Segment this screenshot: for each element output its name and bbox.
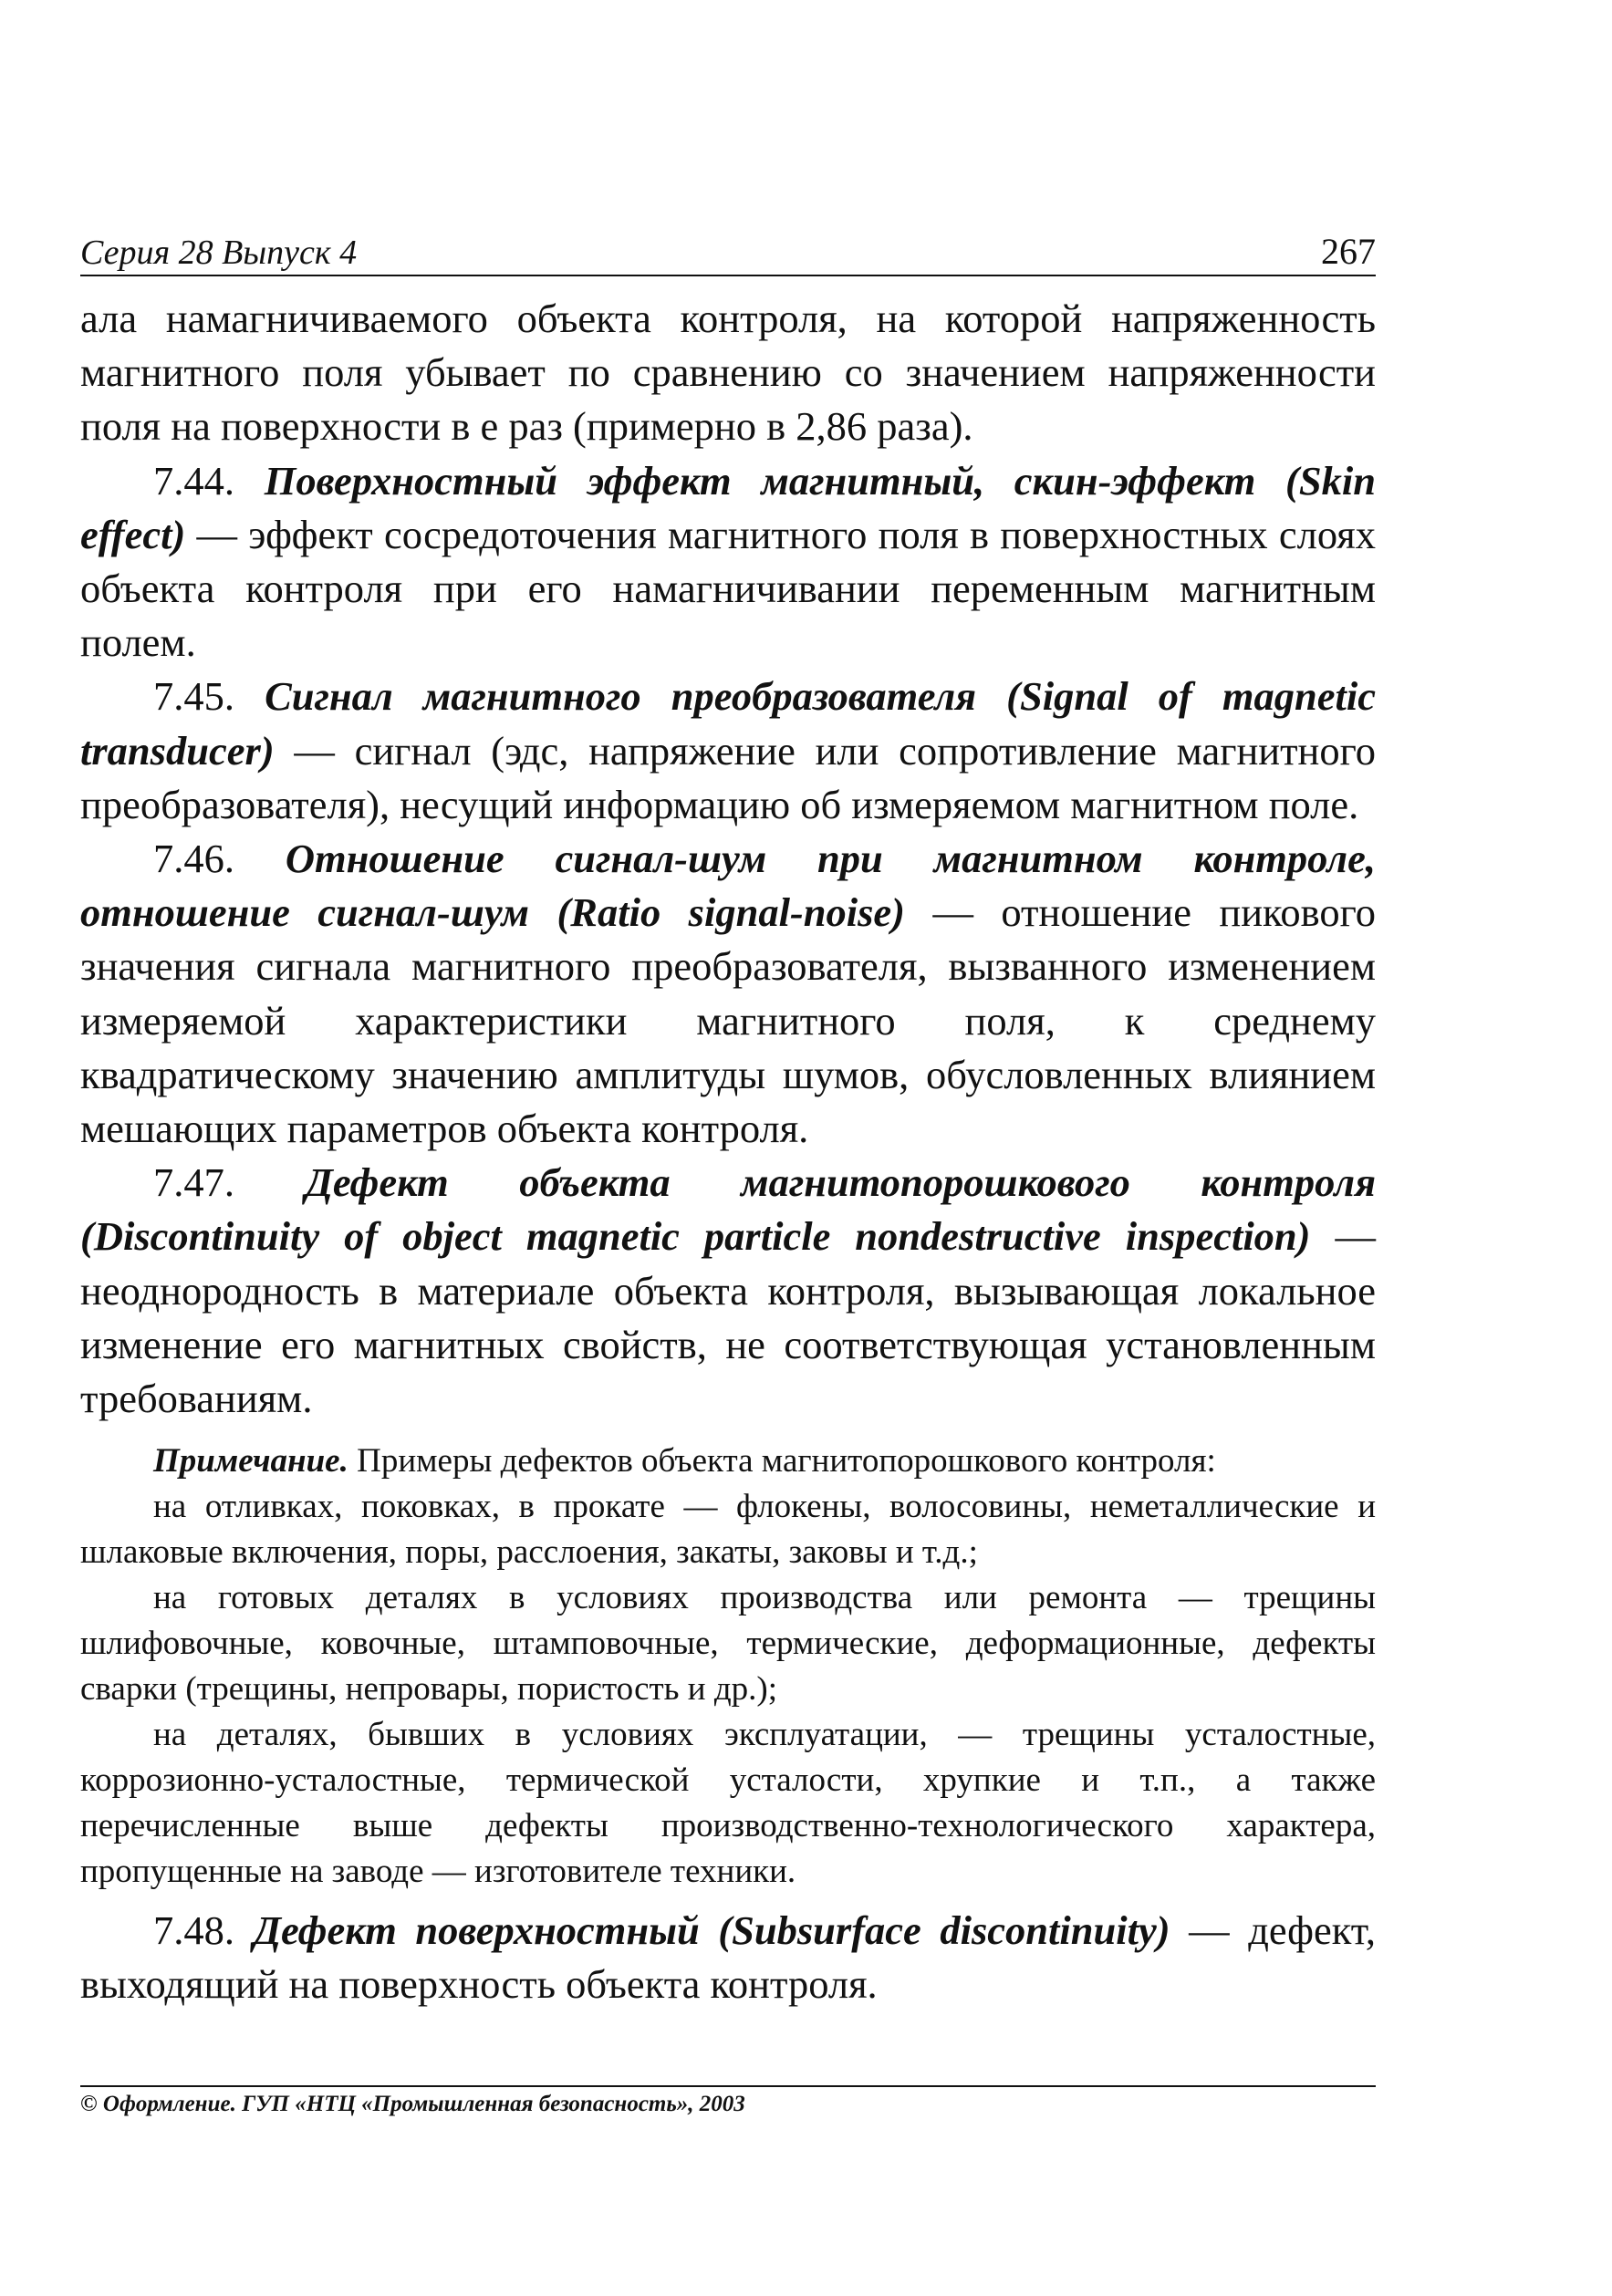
note-intro <box>80 1439 1376 1484</box>
paragraph-7-45 <box>80 670 1376 832</box>
paragraph-7-47 <box>80 1156 1376 1426</box>
page-number: 267 <box>1321 231 1376 272</box>
note-block <box>80 1439 1376 1895</box>
paragraph-7-44 <box>80 454 1376 670</box>
term-definition: — отношение пикового значения сигнала магнитного преобразователя, вызванного изменением измеряемой характеристики магнитного поля, к среднему квадратическому значению амплитуды шумов, обусловленных влиянием мешающих параметров объекта контроля. <box>80 889 1377 1152</box>
term-title: Отношение сигнал-шум при магнитном контроле, отношение сигнал-шум (Ratio signal-noise) <box>80 836 1376 936</box>
paragraph-7-48 <box>80 1904 1376 2011</box>
paragraph-continuation: ала намагничиваемого объекта контроля, на которой напряженность магнитного поля убывает по сравнению со значением напряженности поля на поверхности в e раз (примерно в 2,86 раза). <box>80 296 1376 450</box>
item-number: 7.47. <box>153 1159 234 1206</box>
note-item: на деталях, бывших в условиях эксплуатации, — трещины усталостные, коррозионно-усталостные, термической усталости, хрупкие и т.п., а также перечисленные выше дефекты производственно-технологического характера, пропущенные на заводе — изготовителе техники. <box>80 1716 1376 1891</box>
note-label: Примечание. <box>153 1442 348 1480</box>
note-item: на готовых деталях в условиях производства или ремонта — трещины шлифовочные, ковочные, штамповочные, термические, деформационные, дефекты сварки (трещины, непровары, пористость и др.); <box>80 1579 1376 1709</box>
term-definition: — эффект сосредоточения магнитного поля в поверхностных слоях объекта контроля при его намагничивании переменным магнитным полем. <box>80 511 1377 666</box>
term-title: Сигнал магнитного преобразователя (Signal of magnetic transducer) <box>80 673 1376 774</box>
note-item: на отливках, поковках, в прокате — флокены, волосовины, неметаллические и шлаковые включения, поры, расслоения, закаты, заковы и т.д.; <box>80 1488 1376 1572</box>
item-number: 7.44. <box>153 457 234 504</box>
running-header <box>80 230 1376 276</box>
term-title: Дефект объекта магнитопорошкового контроля (Discontinuity of object magnetic particle nondestructive inspection) <box>80 1159 1377 1260</box>
term-definition: — дефект, выходящий на поверхность объекта контроля. <box>80 1907 1377 2008</box>
term-title: Поверхностный эффект магнитный, скин-эффект (Skin effect) <box>80 457 1376 557</box>
item-number: 7.45. <box>153 673 234 720</box>
main-text <box>80 292 1376 2012</box>
paragraph-7-46 <box>80 832 1376 1156</box>
item-number: 7.46. <box>153 836 234 882</box>
copyright-footer: © Оформление. ГУП «НТЦ «Промышленная безопасность», 2003 <box>80 2092 745 2116</box>
item-number: 7.48. <box>153 1907 234 1954</box>
term-definition: — сигнал (эдс, напряжение или сопротивление магнитного преобразователя), несущий информацию об измеряемом магнитном поле. <box>80 727 1377 827</box>
series-title: Серия 28 Выпуск 4 <box>80 234 358 272</box>
term-definition: — неоднородность в материале объекта контроля, вызывающая локальное изменение его магнитных свойств, не соответствующая установленным требованиям. <box>80 1213 1376 1422</box>
note-intro-text: Примеры дефектов объекта магнитопорошкового контроля: <box>357 1442 1216 1480</box>
term-title: Дефект поверхностный (Subsurface discontinuity) <box>253 1907 1170 1954</box>
footer-divider <box>80 2085 1376 2087</box>
